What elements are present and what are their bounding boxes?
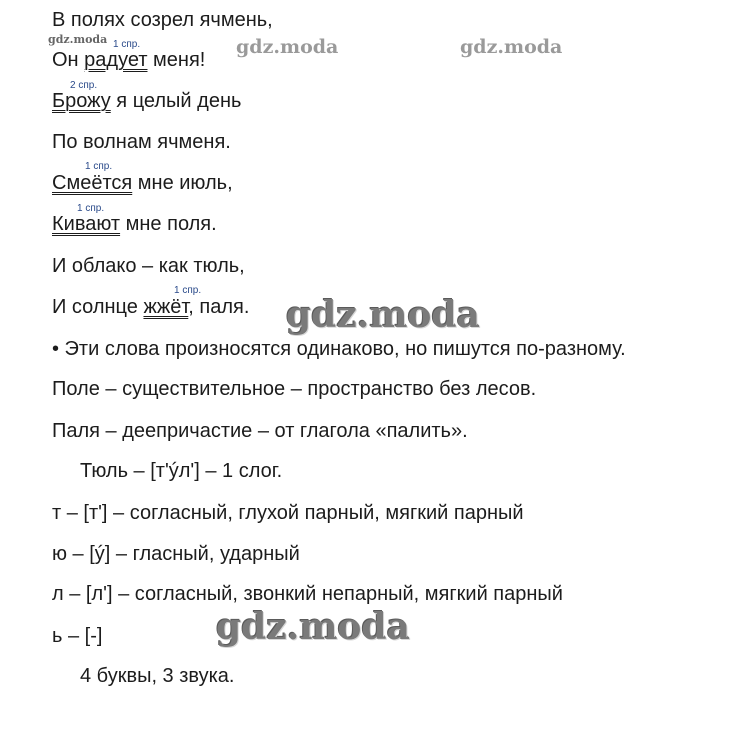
sound-l: л – [л'] – согласный, звонкий непарный, мягкий парный bbox=[52, 583, 563, 605]
summary: 4 буквы, 3 звука. bbox=[80, 665, 235, 687]
poem-line-8-end: , паля. bbox=[188, 296, 250, 318]
verb-raduet: радует bbox=[84, 49, 148, 71]
poem-line-3-end: я целый день bbox=[110, 90, 242, 112]
conj-label-zhzhyot: 1 спр. bbox=[174, 285, 202, 296]
watermark-small-left: gdz.moda bbox=[48, 33, 108, 46]
poem-line-8 bbox=[52, 295, 249, 319]
poem-line-2-start: Он bbox=[52, 49, 85, 71]
verb-brozhu: Брожу bbox=[52, 90, 111, 112]
poem-line-2-end: меня! bbox=[147, 49, 206, 71]
poem-line-1: В полях созрел ячмень, bbox=[52, 9, 273, 31]
poem-line-5 bbox=[52, 171, 233, 195]
conj-label-raduet: 1 спр. bbox=[113, 39, 141, 50]
verb-kivayut: Кивают bbox=[52, 213, 121, 235]
watermark-bottom: gdz.moda bbox=[216, 606, 410, 648]
poem-line-6 bbox=[52, 212, 217, 236]
poem-line-3 bbox=[52, 89, 241, 113]
conj-label-kivayut: 1 спр. bbox=[77, 203, 105, 214]
watermark-top-center: gdz.moda bbox=[236, 36, 339, 58]
poem-line-6-end: мне поля. bbox=[120, 213, 217, 235]
verb-smeetsya: Смеётся bbox=[52, 172, 133, 194]
watermark-middle: gdz.moda bbox=[286, 294, 480, 336]
sound-t: т – [т'] – согласный, глухой парный, мягкий парный bbox=[52, 502, 524, 524]
note-palya: Паля – деепричастие – от глагола «палить». bbox=[52, 420, 468, 442]
verb-zhzhyot: жжёт bbox=[143, 296, 189, 318]
conj-label-smeetsya: 1 спр. bbox=[85, 161, 113, 172]
poem-line-2 bbox=[52, 48, 205, 72]
poem-line-5-end: мне июль, bbox=[132, 172, 233, 194]
watermark-top-right: gdz.moda bbox=[460, 36, 563, 58]
poem-line-4: По волнам ячменя. bbox=[52, 131, 231, 153]
note-pole: Поле – существительное – пространство без лесов. bbox=[52, 378, 537, 400]
tyul-header: Тюль – [т'ýл'] – 1 слог. bbox=[80, 460, 283, 482]
conj-label-brozhu: 2 спр. bbox=[70, 80, 98, 91]
sound-yu: ю – [ý] – гласный, ударный bbox=[52, 543, 300, 565]
sound-soft-sign: ь – [-] bbox=[52, 625, 103, 647]
poem-line-8-start: И солнце bbox=[52, 296, 144, 318]
poem-line-7: И облако – как тюль, bbox=[52, 255, 245, 277]
bullet-note: • Эти слова произносятся одинаково, но пишутся по-разному. bbox=[52, 338, 626, 360]
